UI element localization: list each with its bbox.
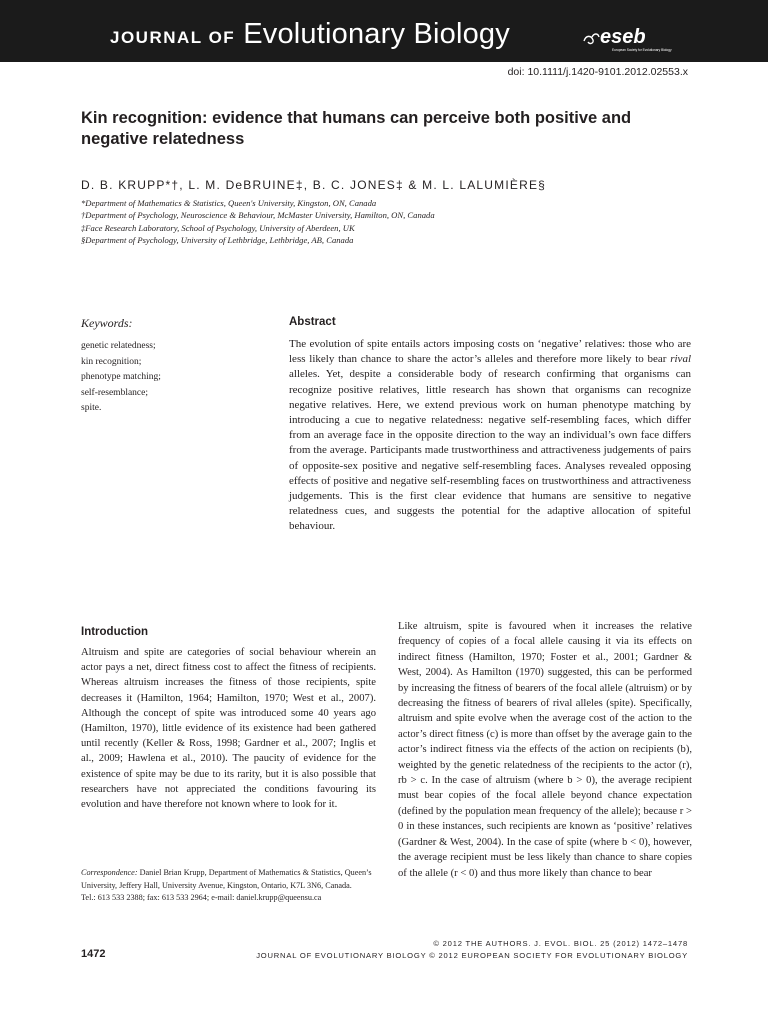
affiliation-4: §Department of Psychology, University of Lethbridge, Lethbridge, AB, Canada xyxy=(81,234,354,245)
abstract-heading: Abstract xyxy=(289,316,336,328)
page-number: 1472 xyxy=(81,948,106,960)
introduction-column-1: Altruism and spite are categories of social behaviour wherein an actor pays a net, direct fitness cost to affect the fitness of recipients. Whereas altruism increases the fitness of those recipients, spite decreases it (Hamilton, 1964; Hamilton, 1970; West et al., 2007). Although the concept of spite was introduced some 40 years ago (Hamilton, 1970), little evidence of its existence had been gathered until recently (Keller & Ross, 1998; Gardner et al., 2007; Inglis et al., 2009; Hawlena et al., 2010). The paucity of evidence for the existence of spite may be due to its rarity, but it is also possible that researchers have not appreciated the conditions favouring its evolution and have therefore not known where to look for it. xyxy=(81,647,376,811)
affiliation-2: †Department of Psychology, Neuroscience & Behaviour, McMaster University, Hamilton, ON, Canada xyxy=(81,210,435,221)
keywords-list xyxy=(81,339,161,417)
page-footer xyxy=(256,938,688,962)
eseb-logo-icon xyxy=(582,23,672,53)
author-list: D. B. KRUPP*†, L. M. DeBRUINE‡, B. C. JONES‡ & M. L. LALUMIÈRE§ xyxy=(81,178,547,192)
keyword-item: self-resemblance; xyxy=(81,387,148,398)
article-title: Kin recognition: evidence that humans can perceive both positive and negative relatedness xyxy=(81,109,632,148)
abstract-text-part-2: alleles. Yet, despite a considerable body of research confirming that organisms can recognize positive relatives, little research has shown that organisms can recognize negative relatives. Here, we extend previous work on human phenotype matching by introducing a cue to negative relatedness: negative self-resembling faces, which differ from an average face in the opposite direction to the way an individual’s own face differs from the average. Participants made trustworthiness and attractiveness judgements of pairs of opposite-sex positive and negative self-resembling faces. Analyses revealed opposing effects of positive and negative self-resembling faces on trustworthiness and attractiveness judgements. This is the first clear evidence that humans are sensitive to negative relatedness cues, and suggests the potential for the adaptive allocation of spiteful behaviour. xyxy=(289,368,691,533)
abstract-rival-word: rival xyxy=(670,353,691,366)
eseb-logo-tagline: European Society for Evolutionary Biology xyxy=(612,48,672,52)
abstract-text-part-1: The evolution of spite entails actors imposing costs on ‘negative’ relatives: those who are less likely than chance to share the actor’s alleles and therefore more likely to bear xyxy=(289,338,691,366)
journal-prefix: JOURNAL OF xyxy=(110,28,236,47)
keyword-item: kin recognition; xyxy=(81,356,142,367)
keyword-item: phenotype matching; xyxy=(81,372,161,382)
keyword-item: genetic relatedness; xyxy=(81,341,156,351)
keywords-heading: Keywords: xyxy=(81,316,133,330)
journal-title xyxy=(110,18,510,51)
eseb-logo-text: eseb xyxy=(600,26,646,48)
affiliation-3: ‡Face Research Laboratory, School of Psychology, University of Aberdeen, UK xyxy=(81,222,355,233)
keyword-item: spite. xyxy=(81,403,102,413)
correspondence-note xyxy=(81,867,377,905)
correspondence-label: Correspondence: xyxy=(81,868,138,877)
footer-journal-line: JOURNAL OF EVOLUTIONARY BIOLOGY © 2012 EUROPEAN SOCIETY FOR EVOLUTIONARY BIOLOGY xyxy=(256,951,688,960)
correspondence-address: Daniel Brian Krupp, Department of Mathematics & Statistics, Queen’s University, Jeffery Hall, University Avenue, Kingston, Ontario, K7L 3N6, Canada. xyxy=(81,868,372,890)
affiliation-1: *Department of Mathematics & Statistics, Queen's University, Kingston, ON, Canada xyxy=(81,198,377,208)
footer-copyright: © 2012 THE AUTHORS. J. EVOL. BIOL. 25 (2012) 1472–1478 xyxy=(433,939,688,948)
doi[interactable]: doi: 10.1111/j.1420-9101.2012.02553.x xyxy=(507,66,688,78)
journal-name: Evolutionary Biology xyxy=(243,18,510,50)
introduction-column-2: Like altruism, spite is favoured when it increases the relative frequency of copies of a focal allele causing it via its effects on indirect fitness (Hamilton, 1970; Foster et al., 2001; Gardner & West, 2004). As Hamilton (1970) suggested, this can be performed by increasing the fitness of bearers of the focal allele (altruism) or by decreasing the fitness of bearers of rival alleles (spite). Specifically, altruism and spite evolve when the average cost of the action to the actor’s direct fitness (c) is more than offset by the average gain to the actor’s indirect fitness via the effects of the action on recipients (b), weighted by the genetic relatedness of the recipients to the actor (r), rb > c. In the case of altruism (where b > 0), the average recipient must bear copies of the focal allele beyond chance expectation (defined by the population mean frequency of the allele); because r > 0 in these instances, such recipients are known as ‘positive’ relatives (Gardner & West, 2004). In the case of spite (where b < 0), however, the average recipient must be less likely than chance to share copies of the allele (r < 0) and thus more likely than chance to bear xyxy=(398,621,692,879)
abstract-body xyxy=(289,337,691,535)
affiliations xyxy=(81,197,701,246)
introduction-heading: Introduction xyxy=(81,626,149,638)
journal-banner xyxy=(0,0,768,62)
correspondence-contact: Tel.: 613 533 2388; fax: 613 533 2964; e-mail: daniel.krupp@queensu.ca xyxy=(81,893,322,903)
